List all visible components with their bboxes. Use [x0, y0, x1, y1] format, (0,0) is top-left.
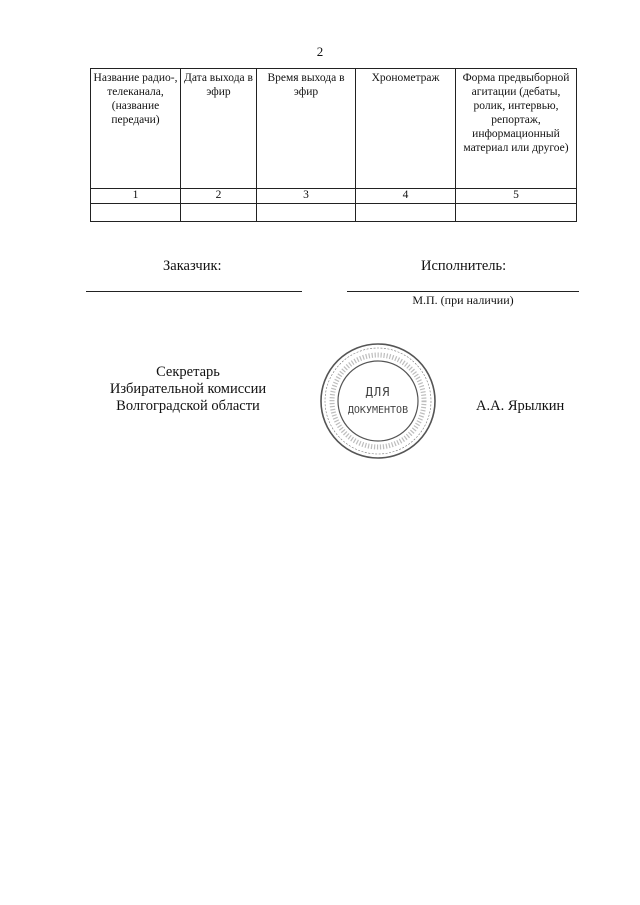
column-number: 4 — [356, 189, 456, 204]
secretary-title — [90, 364, 286, 415]
column-number: 1 — [91, 189, 181, 204]
contractor-label: Исполнитель: — [421, 258, 507, 274]
official-stamp — [318, 341, 438, 461]
table-row — [91, 204, 577, 222]
stamp-text-line: ДЛЯ — [365, 385, 391, 399]
header-channel-name: Название радио-, телеканала, (название передачи) — [91, 69, 181, 189]
column-number: 5 — [456, 189, 577, 204]
stamp-text-line: ДОКУМЕНТОВ — [347, 405, 409, 416]
header-air-time: Время выхода в эфир — [257, 69, 356, 189]
seal-note: М.П. (при наличии) — [412, 293, 514, 307]
page-number: 2 — [316, 44, 324, 59]
table-cell — [257, 204, 356, 222]
customer-label: Заказчик: — [163, 258, 222, 274]
table-cell — [456, 204, 577, 222]
table-cell — [356, 204, 456, 222]
secretary-title-line: Секретарь — [156, 364, 220, 380]
broadcast-schedule-table — [90, 68, 577, 222]
secretary-title-line: Волгоградской области — [116, 398, 260, 414]
column-number: 2 — [181, 189, 257, 204]
customer-signature-line — [86, 291, 302, 292]
secretary-name: А.А. Ярылкин — [476, 398, 565, 414]
contractor-signature-line — [347, 291, 579, 292]
table-header-row — [91, 69, 577, 189]
secretary-title-line: Избирательной комиссии — [109, 381, 267, 397]
column-number: 3 — [257, 189, 356, 204]
header-duration: Хронометраж — [356, 69, 456, 189]
header-campaign-form: Форма предвыборной агитации (дебаты, ролик, интервью, репортаж, информационный материал или другое) — [456, 69, 577, 189]
table-cell — [91, 204, 181, 222]
table-cell — [181, 204, 257, 222]
header-air-date: Дата выхода в эфир — [181, 69, 257, 189]
table-column-numbers-row — [91, 189, 577, 204]
